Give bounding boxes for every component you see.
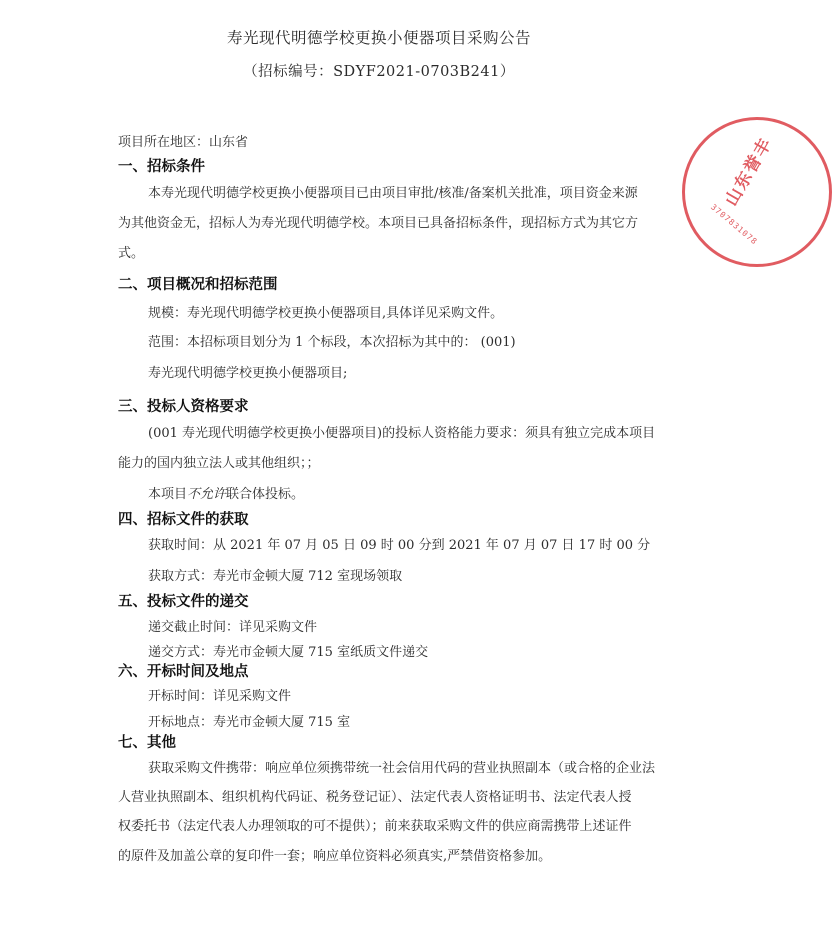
seal-text: 山东誉丰 (721, 133, 777, 210)
section-6-heading: 六、开标时间及地点 (118, 664, 249, 680)
section-1-line-1: 本寿光现代明德学校更换小便器项目已由项目审批/核准/备案机关批准，项目资金来源 (148, 186, 638, 201)
section-1-heading: 一、招标条件 (118, 159, 205, 175)
section-3-line-3-a: 本项目 (148, 487, 188, 502)
section-3-line-3-c: 联合体投标。 (226, 487, 305, 502)
section-7-line-3: 权委托书（法定代表人办理领取的可不提供）；前来获取采购文件的供应商需携带上述证件 (118, 819, 632, 834)
section-7-heading: 七、其他 (118, 735, 176, 751)
section-6-line-1: 开标时间：详见采购文件 (148, 689, 292, 704)
section-3-line-3 (148, 483, 304, 502)
section-4-line-2: 获取方式：寿光市金顿大厦 712 室现场领取 (148, 569, 403, 584)
section-5-line-1: 递交截止时间：详见采购文件 (148, 620, 318, 635)
not-allowed-text: 不允许 (187, 487, 227, 502)
section-2-line-3: 寿光现代明德学校更换小便器项目; (148, 366, 348, 381)
section-2-heading: 二、项目概况和招标范围 (118, 277, 278, 293)
project-region: 项目所在地区：山东省 (118, 135, 249, 150)
section-1-line-2: 为其他资金无，招标人为寿光现代明德学校。本项目已具备招标条件，现招标方式为其它方 (118, 216, 639, 231)
section-2-line-2: 范围：本招标项目划分为 1 个标段，本次招标为其中的： (001) (148, 335, 516, 350)
seal-number: 3707831078 (708, 202, 760, 247)
seal-inner (693, 128, 821, 256)
company-seal (682, 117, 832, 267)
tender-number: （招标编号：SDYF2021-0703B241） (243, 64, 515, 80)
section-6-line-2: 开标地点：寿光市金顿大厦 715 室 (148, 715, 351, 730)
section-4-heading: 四、招标文件的获取 (118, 512, 249, 528)
section-3-heading: 三、投标人资格要求 (118, 399, 249, 415)
section-3-line-1: (001 寿光现代明德学校更换小便器项目)的投标人资格能力要求：须具有独立完成本项目 (148, 426, 656, 441)
section-1-line-3: 式。 (118, 246, 145, 261)
section-7-line-4: 的原件及加盖公章的复印件一套；响应单位资料必须真实,严禁借资格参加。 (118, 849, 552, 864)
section-5-line-2: 递交方式：寿光市金顿大厦 715 室纸质文件递交 (148, 645, 429, 660)
section-4-line-1: 获取时间：从 2021 年 07 月 05 日 09 时 00 分到 2021 年 07 月 07 日 17 时 00 分 (148, 538, 651, 553)
section-7-line-2: 人营业执照副本、组织机构代码证、税务登记证）、法定代表人资格证明书、法定代表人授 (118, 790, 632, 805)
document-title: 寿光现代明德学校更换小便器项目采购公告 (226, 29, 531, 47)
section-3-line-2: 能力的国内独立法人或其他组织；； (118, 456, 320, 471)
section-5-heading: 五、投标文件的递交 (118, 594, 249, 610)
section-2-line-1: 规模：寿光现代明德学校更换小便器项目,具体详见采购文件。 (148, 306, 504, 321)
section-7-line-1: 获取采购文件携带：响应单位须携带统一社会信用代码的营业执照副本（或合格的企业法 (148, 761, 656, 776)
